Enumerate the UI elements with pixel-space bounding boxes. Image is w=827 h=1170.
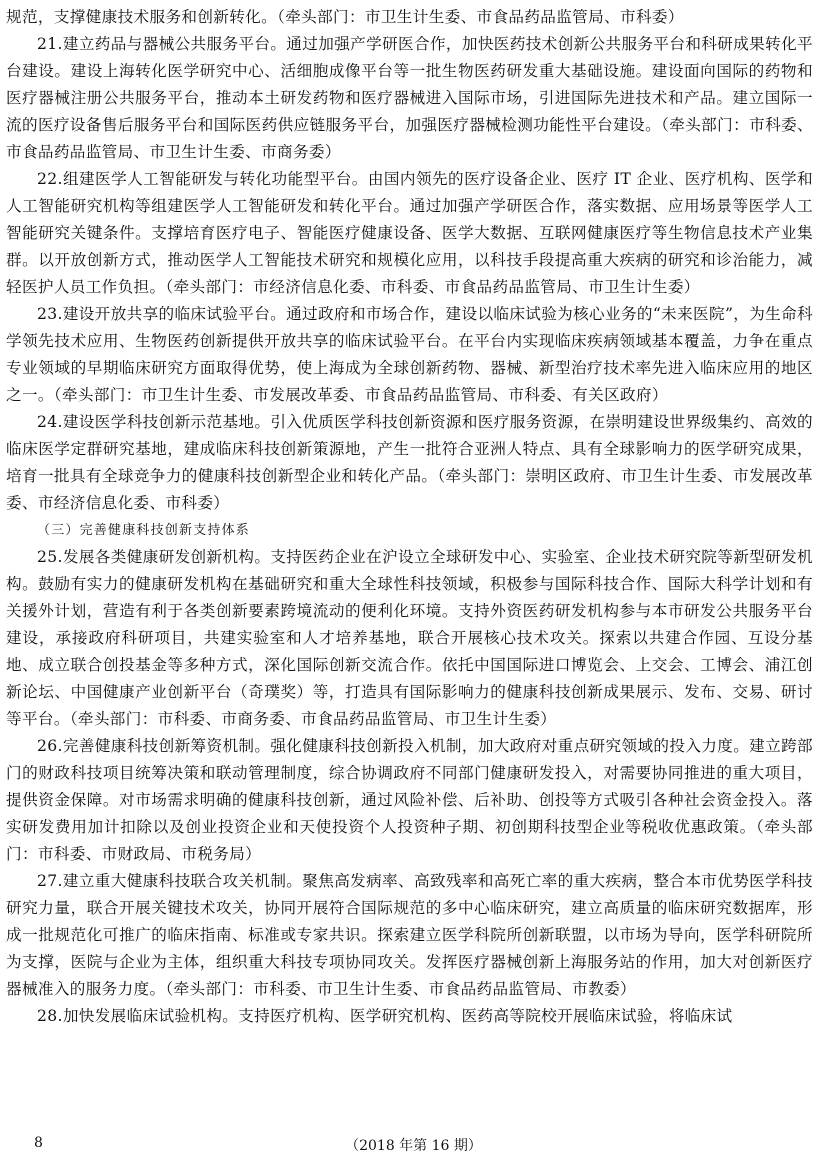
paragraph-item-21: 21.建立药品与器械公共服务平台。通过加强产学研医合作，加快医药技术创新公共服务平台和科研成果转化平台建设。建设上海转化医学研究中心、活细胞成像平台等一批生物医药研发重大基础设施。建设面向国际的药物和医疗器械注册公共服务平台，推动本土研发药物和医疗器械进入国际市场，引进国际先进技术和产品。建立国际一流的医疗设备售后服务平台和国际医药供应链服务平台，加强医疗器械检测功能性平台建设。（牵头部门：市科委、市食品药品监管局、市卫生计生委、市商务委）	[6, 35, 813, 161]
page-footer	[0, 1135, 827, 1159]
paragraph-item-25: 25.发展各类健康研发创新机构。支持医药企业在沪设立全球研发中心、实验室、企业技术研究院等新型研发机构。鼓励有实力的健康研发机构在基础研究和重大全球性科技领域，积极参与国际科技合作、国际大科学计划和有关援外计划，营造有利于各类创新要素跨境流动的便利化环境。支持外资医药研发机构参与本市研发公共服务平台建设，承接政府科研项目，共建实验室和人才培养基地，联合开展核心技术攻关。探索以共建合作园、互设分基地、成立联合创投基金等多种方式，深化国际创新交流合作。依托中国国际进口博览会、上交会、工博会、浦江创新论坛、中国健康产业创新平台（奇璞奖）等，打造具有国际影响力的健康科技创新成果展示、发布、交易、研讨等平台。（牵头部门：市科委、市商务委、市食品药品监管局、市卫生计生委）	[6, 548, 813, 728]
paragraph-item-22: 22.组建医学人工智能研发与转化功能型平台。由国内领先的医疗设备企业、医疗 IT 企业、医疗机构、医学和人工智能研究机构等组建医学人工智能研发和转化平台。通过加强产学研医合作，落实数据、应用场景等医学人工智能研究关键条件。支撑培育医疗电子、智能医疗健康设备、医学大数据、互联网健康医疗等生物信息技术产业集群。以开放创新方式，推动医学人工智能技术研究和规模化应用，以科技手段提高重大疾病的研究和诊治能力，减轻医护人员工作负担。（牵头部门：市经济信息化委、市科委、市食品药品监管局、市卫生计生委）	[6, 170, 813, 296]
paragraph-item-26: 26.完善健康科技创新筹资机制。强化健康科技创新投入机制，加大政府对重点研究领域的投入力度。建立跨部门的财政科技项目统筹决策和联动管理制度，综合协调政府不同部门健康研发投入，对需要协同推进的重大项目，提供资金保障。对市场需求明确的健康科技创新，通过风险补偿、后补助、创投等方式吸引各种社会资金投入。落实研发费用加计扣除以及创业投资企业和天使投资个人投资种子期、初创期科技型企业等税收优惠政策。（牵头部门：市科委、市财政局、市税务局）	[6, 737, 813, 863]
paragraph-item-23: 23.建设开放共享的临床试验平台。通过政府和市场合作，建设以临床试验为核心业务的“未来医院”，为生命科学领先技术应用、生物医药创新提供开放共享的临床试验平台。在平台内实现临床疾病领域基本覆盖，力争在重点专业领域的早期临床研究方面取得优势，使上海成为全球创新药物、器械、新型治疗技术率先进入临床应用的地区之一。（牵头部门：市卫生计生委、市发展改革委、市食品药品监管局、市科委、有关区政府）	[6, 305, 813, 404]
paragraph-item-27: 27.建立重大健康科技联合攻关机制。聚焦高发病率、高致残率和高死亡率的重大疾病，整合本市优势医学科技研究力量，联合开展关键技术攻关，协同开展符合国际规范的多中心临床研究，建立高质量的临床研究数据库，形成一批规范化可推广的临床指南、标准或专家共识。探索建立医学科院所创新联盟，以市场为导向，医学科研院所为支撑，医院与企业为主体，组织重大科技专项协同攻关。发挥医疗器械创新上海服务站的作用，加大对创新医疗器械准入的服务力度。（牵头部门：市科委、市卫生计生委、市食品药品监管局、市教委）	[6, 872, 813, 998]
issue-label: （2018 年第 16 期）	[345, 1138, 482, 1154]
document-body	[6, 4, 813, 1030]
paragraph-item-28: 28.加快发展临床试验机构。支持医疗机构、医学研究机构、医药高等院校开展临床试验，将临床试	[37, 1007, 733, 1025]
section-heading: （三）完善健康科技创新支持体系	[37, 523, 251, 538]
paragraph-item-24: 24.建设医学科技创新示范基地。引入优质医学科技创新资源和医疗服务资源，在崇明建设世界级集约、高效的临床医学定群研究基地，建成临床科技创新策源地，产生一批符合亚洲人特点、具有全球影响力的医学研究成果，培育一批具有全球竞争力的健康科技创新型企业和转化产品。（牵头部门：崇明区政府、市卫生计生委、市发展改革委、市经济信息化委、市科委）	[6, 413, 813, 512]
page-number: 8	[34, 1135, 43, 1151]
paragraph-continuation: 规范，支撑健康技术服务和创新转化。（牵头部门：市卫生计生委、市食品药品监管局、市科委）	[6, 8, 684, 26]
